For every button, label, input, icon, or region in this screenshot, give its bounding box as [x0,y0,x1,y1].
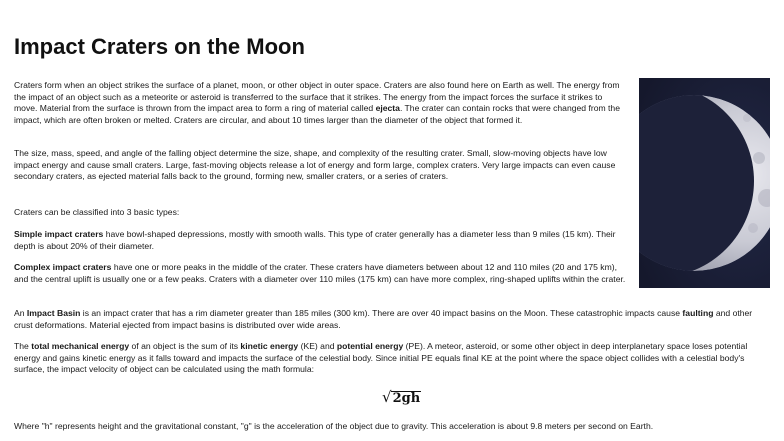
energy-pre: The [14,341,32,351]
intro-text-end: . The crater can contain rocks that were changed from the impact, which are often broken or melted. Craters are circular, and about 10 times larger than the diameter of the object that formed it. [14,103,620,125]
impact-basin-term: Impact Basin [26,308,81,318]
energy-text-end: (PE). A meteor, asteroid, or some other object in deep interplanetary space loses potential energy and gains kinetic energy as it falls toward and impacts the surface of the celestial body. Since initial PE equals final KE at the point where the space object collides with a celestial body's surface, the impact velocity of object can be calculated using the math formula: [14,341,748,375]
simple-craters-term: Simple impact craters [14,229,104,239]
simple-craters-text: have bowl-shaped depressions, mostly with smooth walls. This type of crater generally has a diameter less than 9 miles (15 km). Their depth is about 20% of their diameter. [14,229,616,251]
total-mechanical-energy-term: total mechanical energy [31,341,130,351]
energy-mid-1: of an object is the sum of its [129,341,241,351]
crater-types-intro: Craters can be classified into 3 basic types: [14,207,180,217]
formula-explanation-paragraph: Where "h" represents height and the gravitational constant, "g" is the acceleration of the object due to gravity. This acceleration is about 9.8 meters per second on Earth. [14,421,654,431]
energy-mid-2: (KE) and [298,341,337,351]
energy-paragraph [14,341,768,376]
potential-energy-term: potential energy [336,341,404,351]
moon-crescent-graphic [639,78,770,288]
crater-size-paragraph: The size, mass, speed, and angle of the falling object determine the size, shape, and complexity of the resulting crater. Small, slow-moving objects have low impact energy and cause small craters. Large, fast-moving objects release a lot of energy and form large, complex craters. Very large impacts can even cause secondary craters, as ejected material falls back to the ground, forming new, smaller craters, or a series of craters. [14,148,616,182]
kinetic-energy-term: kinetic energy [240,341,299,351]
formula-radicand: 2gh [392,391,421,406]
intro-paragraph [14,80,626,126]
complex-craters-paragraph [14,262,626,285]
page-title: Impact Craters on the Moon [14,34,305,59]
impact-basin-text: is an impact crater that has a rim diameter greater than 185 miles (300 km). There are over 40 impact basins on the Moon. These catastrophic impacts cause [80,308,683,318]
impact-velocity-formula [382,388,421,406]
intro-text: Craters form when an object strikes the surface of a planet, moon, or other object in outer space. Craters are also found here on Earth as well. The energy from the impact of an object such as a meteorite or asteroid is transferred to the surface that it strikes. The energy from the impact forces the surface it strikes to move. Material from the surface is thrown from the impact area to form a ring of material called [14,80,620,114]
moon-image [639,78,770,288]
impact-basin-end: and other crust deformations. Material ejected from impact basins is distributed over wide areas. [14,308,753,330]
square-root-symbol: √ [382,388,392,406]
impact-basin-paragraph [14,308,766,331]
simple-craters-paragraph [14,229,626,252]
faulting-term: faulting [682,308,714,318]
complex-craters-term: Complex impact craters [14,262,112,272]
impact-basin-pre: An [14,308,27,318]
page [14,0,770,441]
ejecta-term: ejecta [375,103,400,114]
complex-craters-text: have one or more peaks in the middle of the crater. These craters have diameters between about 12 and 110 miles (20 and 175 km), and the central uplift is usually one or a few peaks. Craters with a diameter over 110 miles (175 km) can have more complex, ring-shaped uplifts within the crater. [14,262,626,284]
